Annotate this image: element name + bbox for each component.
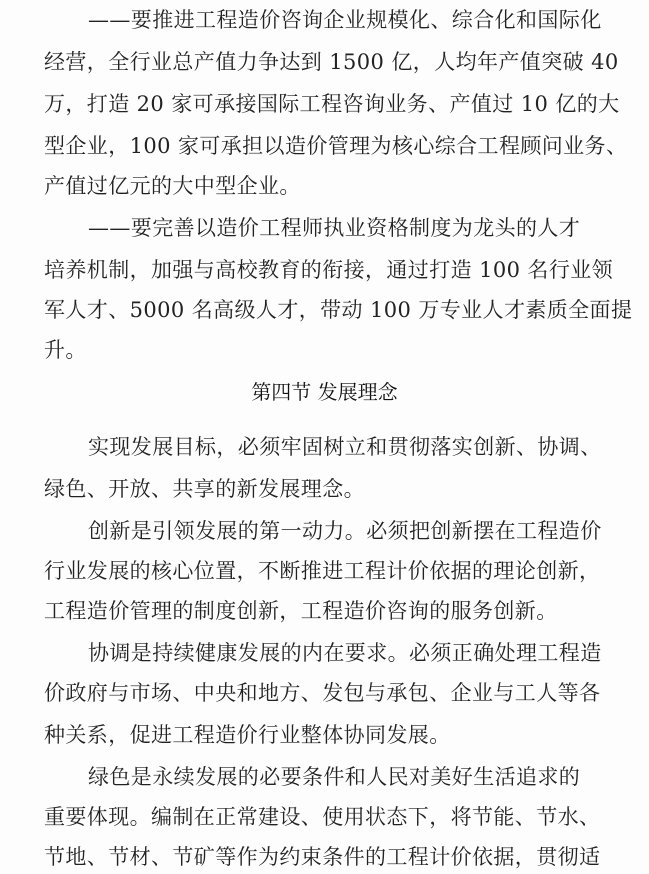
text-line: 创新是引领发展的第一动力。必须把创新摆在工程造价 <box>88 519 602 543</box>
text-line: 经营，全行业总产值力争达到 1500 亿，人均年产值突破 40 <box>44 50 619 74</box>
text-line: 军人才、5000 名高级人才，带动 100 万专业人才素质全面提 <box>44 298 633 322</box>
text-line: 协调是持续健康发展的内在要求。必须正确处理工程造 <box>88 641 602 665</box>
text-line: ——要推进工程造价咨询企业规模化、综合化和国际化 <box>88 8 602 32</box>
text-line: 升。 <box>44 338 87 362</box>
text-line: 绿色、开放、共享的新发展理念。 <box>44 477 365 501</box>
text-line: 产值过亿元的大中型企业。 <box>44 174 301 198</box>
text-line: 价政府与市场、中央和地方、发包与承包、企业与工人等各 <box>44 681 601 705</box>
text-line: 行业发展的核心位置，不断推进工程计价依据的理论创新， <box>44 559 601 583</box>
text-line: 型企业，100 家可承担以造价管理为核心综合工程顾问业务、 <box>44 134 628 158</box>
text-line: 工程造价管理的制度创新，工程造价咨询的服务创新。 <box>44 599 558 623</box>
text-line: 实现发展目标，必须牢固树立和贯彻落实创新、协调、 <box>88 435 602 459</box>
text-line: 种关系，促进工程造价行业整体协同发展。 <box>44 723 451 747</box>
text-line: ——要完善以造价工程师执业资格制度为龙头的人才 <box>88 216 581 240</box>
text-line: 重要体现。编制在正常建设、使用状态下，将节能、节水、 <box>44 805 601 829</box>
text-line: 培养机制，加强与高校教育的衔接，通过打造 100 名行业领 <box>44 258 614 282</box>
section-title: 第四节 发展理念 <box>251 380 398 404</box>
text-line: 节地、节材、节矿等作为约束条件的工程计价依据，贯彻适 <box>44 845 601 869</box>
text-line: 万，打造 20 家可承接国际工程咨询业务、产值过 10 亿的大 <box>44 92 620 116</box>
text-line: 绿色是永续发展的必要条件和人民对美好生活追求的 <box>88 765 581 789</box>
